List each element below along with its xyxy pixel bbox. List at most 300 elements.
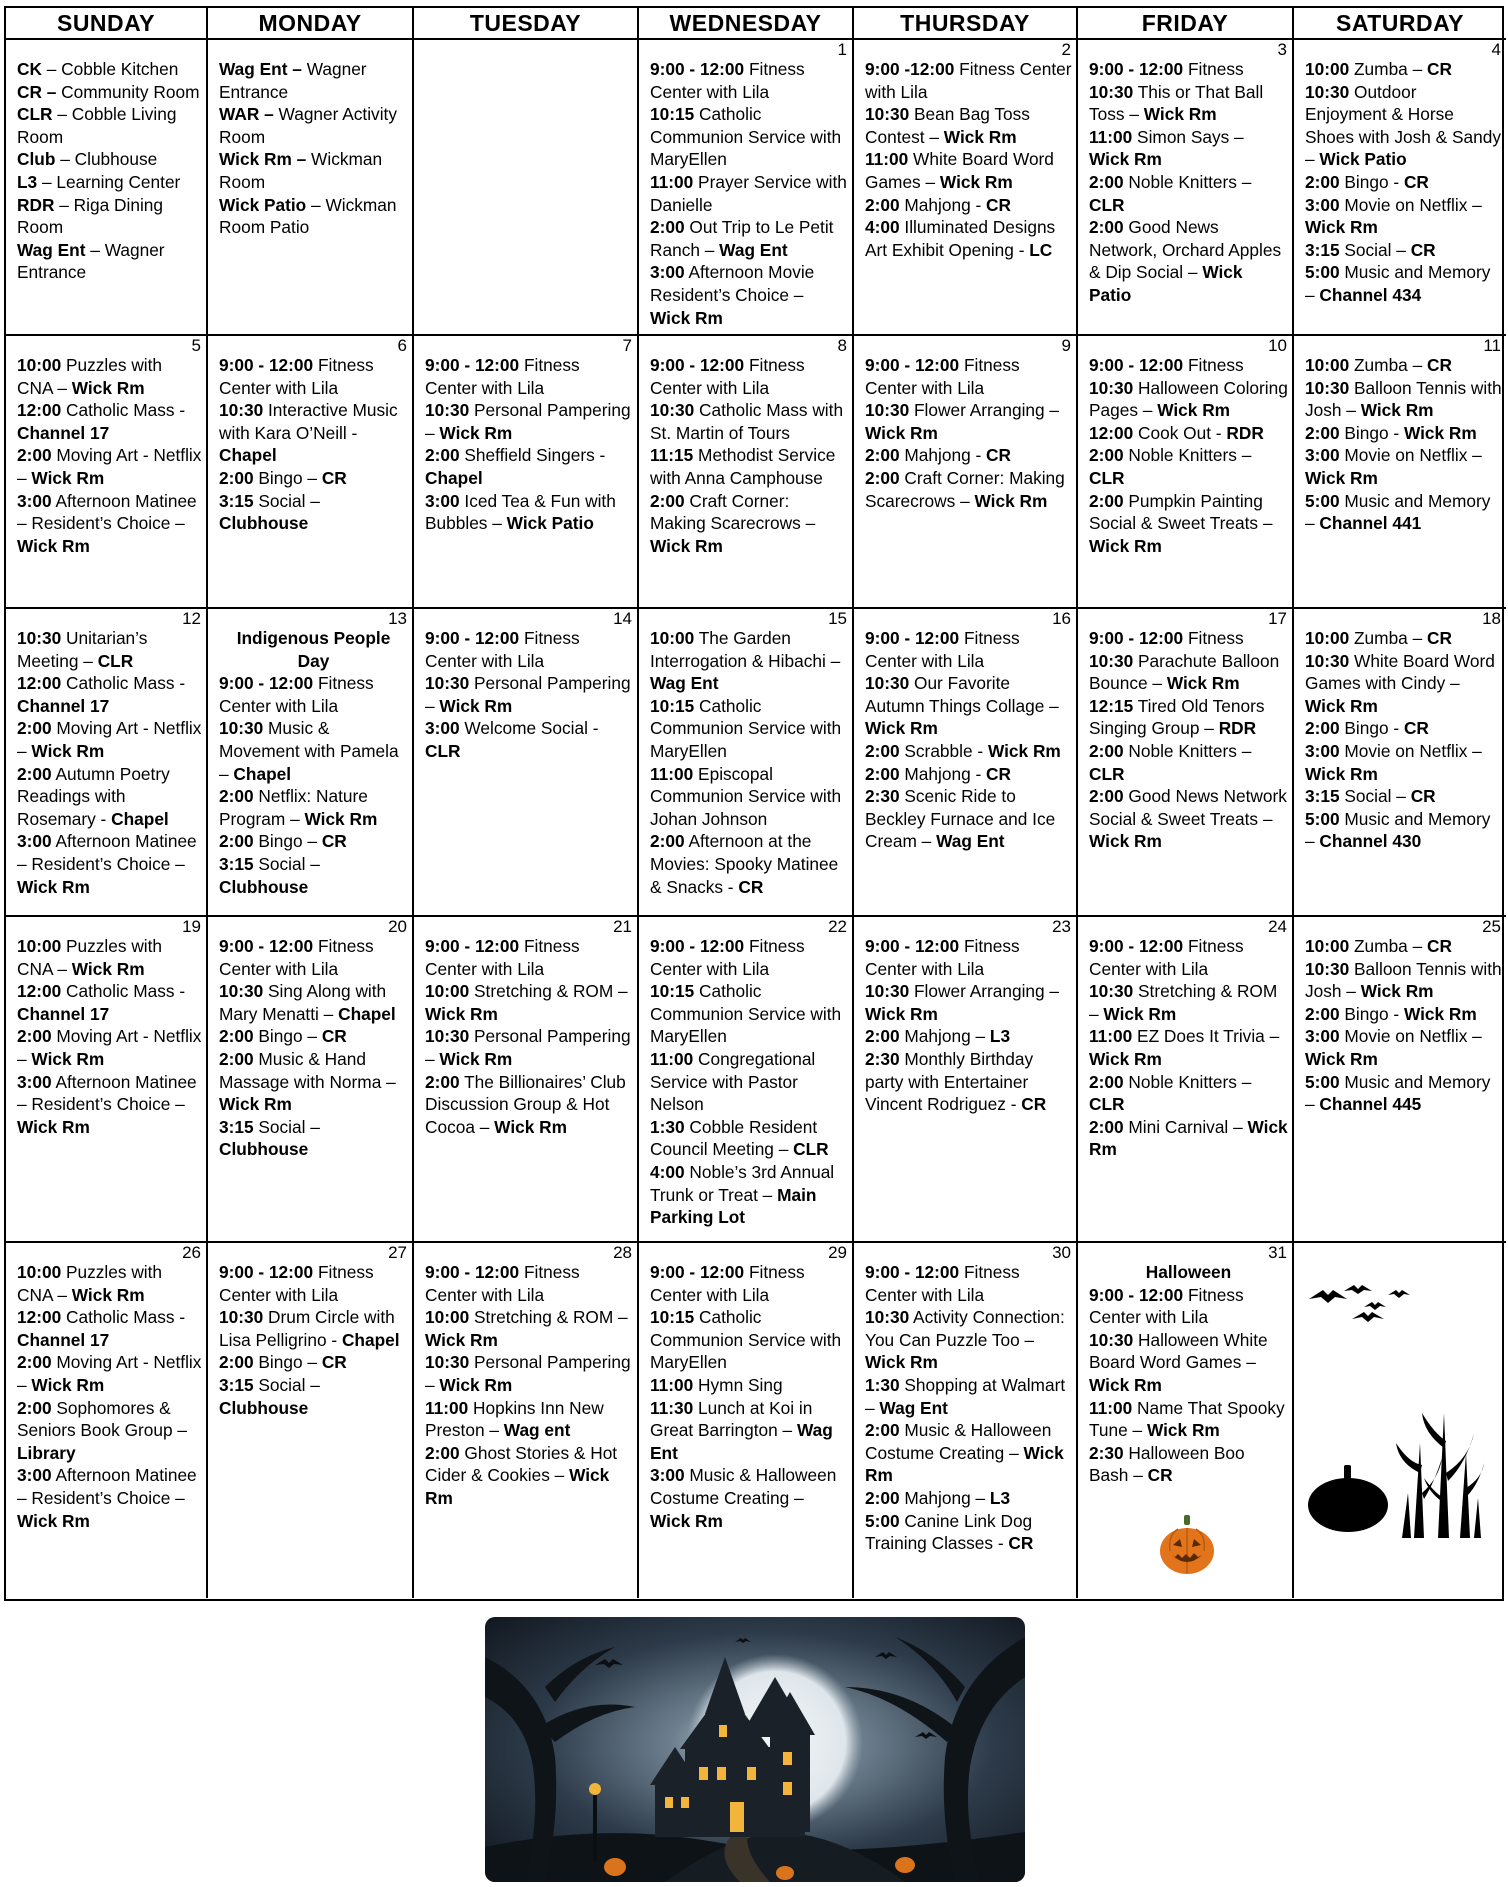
day-cell-18 — [1294, 609, 1506, 917]
event-item — [650, 490, 848, 558]
event-item — [219, 354, 408, 399]
event-location: Channel 17 — [17, 1003, 110, 1024]
event-title: Iced Tea & Fun with Bubbles – — [425, 490, 616, 534]
event-item — [865, 399, 1072, 444]
event-title: Personal Pampering – — [425, 400, 631, 443]
event-time: 3:00 — [17, 490, 52, 511]
event-item — [219, 1374, 408, 1419]
event-item — [1089, 1442, 1288, 1487]
day-header-thursday: THURSDAY — [854, 8, 1078, 40]
event-item — [650, 1116, 848, 1161]
event-item — [650, 830, 848, 898]
event-location: Wag Ent — [650, 673, 719, 694]
event-item — [1305, 422, 1502, 445]
pumpkin-silhouette-icon — [1306, 1463, 1390, 1539]
event-item — [425, 1397, 633, 1442]
event-location: CR — [1147, 1465, 1173, 1486]
day-cell-26 — [6, 1243, 208, 1598]
event-title: Stretching & ROM – — [469, 1307, 628, 1328]
event-item — [650, 58, 848, 103]
event-time: 4:00 — [865, 217, 900, 238]
event-time: 12:00 — [17, 673, 62, 694]
event-time: 2:00 — [1089, 1116, 1124, 1137]
event-item — [219, 1048, 408, 1116]
event-title: Fitness Center with Lila — [865, 355, 1020, 398]
day-cell-4 — [1294, 40, 1506, 336]
event-title: Catholic Mass - — [61, 981, 186, 1002]
event-item — [1089, 1284, 1288, 1329]
event-location: CR — [321, 1026, 347, 1047]
event-time: 10:30 — [865, 400, 910, 421]
event-time: 10:00 — [17, 1262, 62, 1282]
event-time: 2:00 — [865, 1420, 900, 1441]
event-time: 12:00 — [17, 1307, 62, 1328]
event-title: Sheffield Singers - — [459, 445, 606, 466]
day-number: 30 — [1052, 1243, 1071, 1262]
event-title: Wagner Activity Room — [219, 104, 397, 147]
event-item — [219, 853, 408, 898]
monthly-calendar — [4, 6, 1504, 1601]
event-title: – Cobble Kitchen — [41, 59, 179, 79]
event-location: CR — [1021, 1094, 1047, 1115]
event-title: Out Trip to Le Petit Ranch – — [650, 217, 834, 260]
event-item — [650, 444, 848, 489]
event-item — [865, 467, 1072, 512]
event-location: Channel 434 — [1319, 284, 1422, 305]
event-location: Wick Rm — [650, 535, 723, 556]
day-header-sunday: SUNDAY — [6, 8, 208, 40]
event-time: CLR — [17, 104, 53, 125]
event-time: 3:00 — [425, 490, 460, 511]
day-number: 26 — [182, 1243, 201, 1262]
event-item — [1089, 81, 1288, 126]
event-item — [1305, 354, 1502, 377]
event-title: EZ Does It Trivia – — [1132, 1026, 1280, 1047]
event-time: 3:00 — [1305, 194, 1340, 215]
event-time: 10:00 — [17, 355, 62, 375]
event-location: Wick Rm — [865, 718, 938, 739]
event-location: Wick Rm — [1305, 1048, 1378, 1069]
event-item — [17, 763, 202, 831]
event-time: 2:00 — [425, 445, 460, 466]
event-time: 3:00 — [1305, 445, 1340, 466]
event-title: Bingo – — [253, 467, 322, 488]
event-title: Noble Knitters – — [1123, 445, 1252, 466]
event-item — [1089, 740, 1288, 785]
event-item — [17, 444, 202, 489]
event-title: Bingo - — [1339, 171, 1404, 192]
event-item — [650, 1306, 848, 1374]
event-location: Clubhouse — [219, 513, 309, 534]
day-number: 29 — [828, 1243, 847, 1262]
event-item — [1089, 377, 1288, 422]
day-number: 27 — [388, 1243, 407, 1262]
legend-entry — [219, 194, 408, 239]
event-item — [17, 399, 202, 444]
event-time: 2:00 — [1089, 490, 1124, 511]
event-item — [1089, 695, 1288, 740]
event-item — [219, 672, 408, 717]
event-title: Afternoon Movie Resident’s Choice – — [650, 262, 815, 305]
event-location: Clubhouse — [219, 876, 309, 897]
event-item — [219, 1025, 408, 1048]
event-title: Zumba – — [1349, 355, 1428, 375]
holiday-title: Halloween — [1145, 1262, 1232, 1282]
event-item — [1089, 1329, 1288, 1397]
event-location: Wick Patio — [1089, 262, 1243, 305]
event-time: 5:00 — [1305, 490, 1340, 511]
event-location: CR — [1008, 1533, 1034, 1554]
event-item — [650, 1464, 848, 1532]
event-title: Community Room — [56, 81, 200, 102]
event-location: CLR — [793, 1139, 829, 1160]
event-title: Flower Arranging – — [909, 981, 1060, 1002]
event-time: 10:00 — [650, 628, 695, 648]
event-item — [865, 103, 1072, 148]
day-number: 15 — [828, 609, 847, 628]
event-title: Music & Halloween Costume Creating – — [865, 1420, 1052, 1463]
day-cell-7 — [414, 336, 639, 609]
event-location: Wick Rm — [1305, 695, 1378, 716]
event-location: Wick Rm — [1305, 217, 1378, 238]
event-time: 9:00 - 12:00 — [1089, 628, 1184, 648]
event-location: Wick Rm — [1157, 400, 1231, 421]
event-time: 12:15 — [1089, 695, 1134, 716]
event-location: Wag Ent — [936, 831, 1005, 852]
event-item — [650, 627, 848, 695]
event-item — [425, 627, 633, 672]
event-title: Mahjong – — [899, 1026, 990, 1047]
event-item — [1305, 261, 1502, 306]
event-title: Zumba – — [1349, 59, 1428, 79]
event-title: Puzzles with CNA – — [17, 355, 163, 398]
event-time: 9:00 - 12:00 — [425, 628, 520, 648]
day-cell-6 — [208, 336, 414, 609]
event-location: CR — [986, 194, 1012, 215]
event-time: 2:00 — [219, 1048, 254, 1069]
event-time: 9:00 - 12:00 — [865, 1262, 960, 1282]
event-title: Fitness Center with Lila — [650, 936, 805, 979]
event-time: Wag Ent — [17, 239, 86, 260]
event-item — [219, 1116, 408, 1161]
event-location: Wick Rm — [439, 695, 513, 716]
day-number: 6 — [397, 336, 407, 355]
event-time: 2:00 — [865, 194, 900, 215]
event-title: Unitarian’s Meeting – — [17, 628, 148, 671]
event-location: CLR — [97, 650, 134, 671]
event-item — [1305, 377, 1502, 422]
event-title: Craft Corner: Making Scarecrows – — [865, 467, 1065, 511]
event-title: Bingo – — [253, 831, 322, 852]
event-location: Wick Rm — [1089, 831, 1162, 852]
event-item — [17, 627, 202, 672]
event-time: L3 — [17, 171, 38, 192]
event-item — [865, 980, 1072, 1025]
event-item — [1089, 980, 1288, 1025]
event-title: Bingo - — [1339, 1003, 1404, 1024]
event-title: Fitness Center with Lila — [219, 1262, 374, 1305]
event-time: 2:00 — [865, 740, 900, 761]
event-item — [17, 980, 202, 1025]
event-title: Shopping at Walmart – — [865, 1374, 1066, 1418]
event-item — [1089, 1116, 1288, 1161]
legend-entry — [17, 81, 202, 104]
event-time: 11:00 — [650, 1048, 694, 1069]
day-number: 5 — [191, 336, 201, 355]
event-item — [17, 1397, 202, 1465]
event-item — [865, 763, 1072, 786]
event-title: Fitness Center with Lila — [219, 936, 374, 979]
legend-entry — [17, 171, 202, 194]
event-time: 10:30 — [1305, 650, 1350, 671]
day-number: 18 — [1482, 609, 1501, 628]
event-title: Fitness Center with Lila — [425, 1262, 580, 1305]
event-title: Name That Spooky Tune – — [1089, 1397, 1285, 1441]
event-time: Wick Patio — [219, 194, 307, 215]
day-number: 24 — [1268, 917, 1287, 936]
event-title: Fitness Center with Lila — [1089, 936, 1244, 979]
event-time: 10:30 — [425, 673, 470, 694]
event-title: Social – — [1339, 239, 1411, 260]
event-location: Wick Rm — [439, 422, 513, 443]
event-title: Outdoor Enjoyment & Horse Shoes with Josh & Sandy – — [1305, 81, 1501, 170]
event-time: 11:15 — [650, 445, 694, 466]
event-item — [425, 490, 633, 535]
event-time: 9:00 - 12:00 — [425, 1262, 520, 1282]
event-time: 10:30 — [17, 628, 62, 648]
holiday-title: Indigenous People Day — [236, 628, 391, 671]
event-location: Wick Rm — [439, 1374, 513, 1395]
event-title: Scenic Ride to Beckley Furnace and Ice Cream – — [865, 786, 1056, 852]
event-title: Movie on Netflix – — [1339, 740, 1482, 761]
event-item — [1089, 58, 1288, 81]
event-location: L3 — [989, 1487, 1011, 1508]
event-title: Mahjong - — [899, 194, 987, 215]
event-item — [650, 763, 848, 831]
event-location: CLR — [1089, 194, 1125, 215]
event-title: Methodist Service with Anna Camphouse — [650, 445, 836, 488]
event-time: 11:30 — [650, 1397, 694, 1418]
legend-entry — [17, 58, 202, 81]
event-item — [425, 935, 633, 980]
event-time: WAR – — [219, 104, 274, 125]
event-title: Zumba – — [1349, 628, 1428, 648]
event-item — [1305, 785, 1502, 808]
event-item — [219, 1306, 408, 1351]
event-title: Mahjong – — [899, 1487, 990, 1508]
event-time: 10:15 — [650, 1307, 695, 1328]
event-item — [1305, 935, 1502, 958]
day-number: 23 — [1052, 917, 1071, 936]
event-title: Balloon Tennis with Josh – — [1305, 958, 1502, 1002]
event-time: RDR — [17, 194, 55, 215]
event-item — [219, 1261, 408, 1306]
legend-entry — [17, 103, 202, 148]
event-item — [219, 980, 408, 1025]
event-location: Wick Rm — [1305, 763, 1378, 784]
event-location: Wick Rm — [425, 1003, 498, 1024]
event-item — [425, 980, 633, 1025]
event-title: Autumn Poetry Readings with Rosemary - — [17, 763, 170, 829]
event-item — [425, 1442, 633, 1510]
event-title: Episcopal Communion Service with Johan Johnson — [650, 763, 842, 829]
event-time: 10:30 — [425, 1352, 470, 1373]
event-location: CR — [1427, 936, 1452, 956]
day-number: 31 — [1268, 1243, 1287, 1262]
event-item — [219, 399, 408, 467]
day-cell-17 — [1078, 609, 1294, 917]
event-item — [425, 1306, 633, 1351]
legend-entry — [219, 148, 408, 193]
event-item — [425, 1351, 633, 1396]
legend-entry — [219, 103, 408, 148]
empty-cell — [1294, 1243, 1506, 1598]
event-time: Wag Ent – — [219, 59, 302, 79]
event-location: Channel 17 — [17, 422, 110, 443]
event-item — [650, 1161, 848, 1229]
event-time: 10:30 — [1089, 650, 1134, 671]
event-location: CR — [986, 763, 1012, 784]
event-location: Wick Rm — [439, 1048, 513, 1069]
event-location: Wag ent — [503, 1420, 571, 1441]
event-time: 3:15 — [219, 1116, 254, 1137]
event-time: 9:00 - 12:00 — [865, 936, 960, 956]
event-time: 3:00 — [17, 1465, 52, 1486]
event-time: 11:00 — [1089, 1397, 1133, 1418]
event-title: Music and Memory – — [1305, 490, 1491, 534]
event-time: 5:00 — [1305, 808, 1340, 829]
event-time: 2:00 — [865, 1026, 900, 1047]
event-item — [865, 672, 1072, 740]
haunted-house-image — [485, 1617, 1025, 1882]
event-location: CR — [321, 1352, 347, 1373]
legend-cell — [6, 40, 208, 336]
day-header-tuesday: TUESDAY — [414, 8, 639, 40]
day-number: 28 — [613, 1243, 632, 1262]
event-title: Stretching & ROM – — [469, 981, 628, 1002]
event-title: Noble Knitters – — [1123, 740, 1252, 761]
event-title: Craft Corner: Making Scarecrows – — [650, 490, 816, 534]
day-header-wednesday: WEDNESDAY — [639, 8, 854, 40]
event-location: Channel 441 — [1319, 513, 1422, 534]
event-time: 11:00 — [650, 763, 694, 784]
event-title: Sing Along with Mary Menatti – — [219, 981, 387, 1024]
event-location: Wick Rm — [1089, 1116, 1288, 1160]
day-number: 7 — [622, 336, 632, 355]
event-time: 2:00 — [219, 786, 254, 807]
event-item — [865, 785, 1072, 853]
event-title: Afternoon Matinee – Resident’s Choice – — [17, 490, 197, 534]
event-item — [1305, 490, 1502, 535]
day-number: 9 — [1061, 336, 1071, 355]
event-item — [17, 935, 202, 980]
event-item — [1089, 490, 1288, 558]
day-number: 11 — [1483, 336, 1501, 355]
event-time: 10:30 — [1305, 958, 1350, 979]
event-title: Hopkins Inn New Preston – — [425, 1397, 604, 1441]
event-title: Fitness Center with Lila — [1089, 1284, 1244, 1328]
event-location: Wick Rm — [31, 1048, 105, 1069]
event-time: 9:00 - 12:00 — [650, 355, 745, 375]
event-title: Moving Art - Netflix – — [17, 1352, 202, 1395]
event-title: White Board Word Games with Cindy – — [1305, 650, 1495, 694]
haunted-house-illustration — [485, 1617, 1025, 1882]
day-cell-27 — [208, 1243, 414, 1598]
event-item — [1305, 1025, 1502, 1070]
event-time: 2:00 — [650, 217, 685, 238]
event-item — [650, 980, 848, 1048]
event-title: – Clubhouse — [55, 149, 158, 170]
event-item — [219, 830, 408, 853]
event-time: 2:00 — [1089, 445, 1124, 466]
event-time: 9:00 - 12:00 — [219, 355, 314, 375]
event-time: 2:00 — [17, 718, 52, 739]
event-time: 10:30 — [865, 981, 910, 1002]
event-item — [425, 399, 633, 444]
event-title: Music & Movement with Pamela – — [219, 718, 399, 784]
event-location: Wick Rm — [650, 307, 723, 328]
event-location: CR — [1403, 718, 1429, 739]
event-time: 5:00 — [865, 1510, 900, 1531]
event-title: Social – — [253, 1374, 320, 1395]
event-title: Zumba – — [1349, 936, 1428, 956]
event-item — [1089, 627, 1288, 650]
event-title: Afternoon Matinee – Resident’s Choice – — [17, 1465, 197, 1508]
event-item — [17, 1025, 202, 1070]
event-location: Wick Patio — [1319, 149, 1407, 170]
event-time: 9:00 - 12:00 — [1089, 936, 1184, 956]
event-item — [865, 1419, 1072, 1487]
event-location: CR — [321, 467, 347, 488]
event-time: 11:00 — [650, 1374, 694, 1395]
event-time: 10:00 — [1305, 355, 1350, 375]
event-time: 10:15 — [650, 981, 695, 1002]
event-location: Wag Ent — [650, 1420, 833, 1463]
event-time: 3:15 — [1305, 786, 1340, 807]
day-cell-9 — [854, 336, 1078, 609]
event-item — [650, 171, 848, 216]
event-title: Our Favorite Autumn Things Collage – — [865, 673, 1059, 716]
event-location: CR — [1410, 786, 1436, 807]
event-location: Wick Rm — [939, 171, 1013, 192]
event-location: CR — [1410, 239, 1436, 260]
event-location: Wick Rm — [1089, 535, 1162, 556]
day-number: 12 — [182, 609, 201, 628]
event-location: Wick Rm — [17, 876, 90, 897]
day-cell-22 — [639, 917, 854, 1243]
event-time: 9:00 - 12:00 — [1089, 1284, 1184, 1305]
event-time: 3:00 — [17, 1071, 52, 1092]
event-location: Wick Rm — [31, 467, 105, 488]
event-time: 10:30 — [425, 400, 470, 421]
event-location: Wick Rm — [1143, 104, 1217, 125]
event-time: 2:00 — [1089, 786, 1124, 807]
event-item — [17, 1351, 202, 1396]
event-time: 3:00 — [650, 1465, 685, 1486]
legend-entry — [17, 239, 202, 284]
event-title: Bean Bag Toss Contest – — [865, 104, 1030, 147]
event-time: 5:00 — [1305, 1071, 1340, 1092]
event-location: Wick Rm — [1089, 1048, 1162, 1069]
event-title: Fitness Center with Lila — [865, 936, 1020, 979]
event-item — [219, 1351, 408, 1374]
event-location: CR — [986, 445, 1012, 466]
event-title: Fitness Center with Lila — [650, 355, 805, 398]
event-time: 2:00 — [219, 1026, 254, 1047]
event-time: 9:00 -12:00 — [865, 59, 955, 79]
day-number: 19 — [182, 917, 201, 936]
event-time: 9:00 - 12:00 — [650, 59, 745, 79]
